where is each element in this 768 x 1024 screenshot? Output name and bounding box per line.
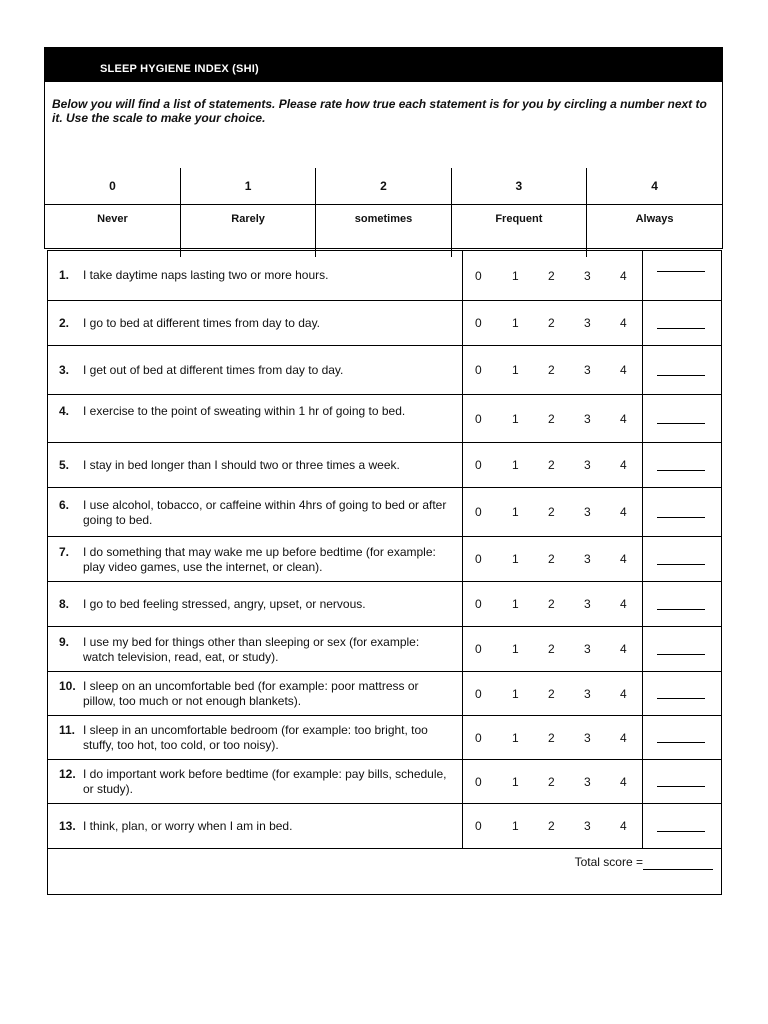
rating-option[interactable]: 2 <box>548 458 555 472</box>
score-cell <box>642 251 722 300</box>
score-blank[interactable] <box>657 831 705 832</box>
score-blank[interactable] <box>657 654 705 655</box>
rating-option[interactable]: 4 <box>620 686 627 701</box>
rating-option[interactable]: 3 <box>584 819 591 833</box>
statement-row <box>48 301 721 346</box>
statement-number: 12. <box>59 767 76 781</box>
scale-value: 4 <box>587 168 722 205</box>
rating-option[interactable]: 0 <box>475 774 482 789</box>
statement-row <box>48 251 721 301</box>
statement-number: 9. <box>59 634 70 649</box>
rating-option[interactable]: 1 <box>512 505 519 519</box>
scale-value: 0 <box>109 179 116 193</box>
score-cell <box>642 627 722 671</box>
rating-option[interactable]: 0 <box>475 597 482 611</box>
statement-text: I take daytime naps lasting two or more hours. <box>83 268 329 282</box>
score-blank[interactable] <box>657 698 705 699</box>
rating-option[interactable]: 3 <box>584 597 591 611</box>
statement-row <box>48 395 721 443</box>
rating-options <box>462 443 642 487</box>
rating-options <box>462 301 642 345</box>
rating-option[interactable]: 3 <box>584 268 591 283</box>
rating-option[interactable]: 4 <box>620 363 627 377</box>
score-blank[interactable] <box>657 609 705 610</box>
statement-number: 8. <box>59 596 70 611</box>
rating-option[interactable]: 0 <box>475 552 482 566</box>
statement-text: I sleep on an uncomfortable bed (for example: poor mattress or pillow, too much or not enough blankets). <box>83 679 419 708</box>
score-cell <box>642 804 722 848</box>
statement-row <box>48 804 721 849</box>
score-blank[interactable] <box>657 564 705 565</box>
rating-options <box>462 672 642 715</box>
statement-number: 4. <box>59 404 70 418</box>
total-score-blank[interactable] <box>643 855 713 870</box>
rating-option[interactable]: 1 <box>512 642 519 656</box>
score-cell <box>642 582 722 626</box>
rating-options <box>462 537 642 581</box>
statement-row <box>48 582 721 627</box>
statement-number: 7. <box>59 544 70 559</box>
score-cell <box>642 537 722 581</box>
rating-option[interactable]: 2 <box>548 316 555 330</box>
rating-option[interactable]: 0 <box>475 316 482 330</box>
rating-option[interactable]: 4 <box>620 730 627 745</box>
statement-text: I use my bed for things other than sleeping or sex (for example: watch television, read, eat, or study). <box>83 634 420 664</box>
form-title: SLEEP HYGIENE INDEX (SHI) <box>100 63 259 75</box>
rating-option[interactable]: 4 <box>620 505 627 519</box>
statement-row <box>48 760 721 804</box>
scale-value: 1 <box>180 168 315 205</box>
rating-option[interactable]: 1 <box>512 686 519 701</box>
rating-option[interactable]: 4 <box>620 316 627 330</box>
rating-option[interactable]: 2 <box>548 642 555 656</box>
statement-row <box>48 488 721 537</box>
rating-option[interactable]: 1 <box>512 819 519 833</box>
statement-text: I think, plan, or worry when I am in bed. <box>83 818 293 833</box>
score-blank[interactable] <box>657 517 705 518</box>
rating-options <box>462 346 642 394</box>
rating-option[interactable]: 1 <box>512 268 519 283</box>
score-cell <box>642 395 722 442</box>
rating-option[interactable]: 2 <box>548 552 555 566</box>
rating-option[interactable]: 0 <box>475 819 482 833</box>
rating-option[interactable]: 3 <box>584 505 591 519</box>
rating-option[interactable]: 4 <box>620 268 627 283</box>
statement-text: I sleep in an uncomfortable bedroom (for example: too bright, too stuffy, too hot, too cold, or too noisy). <box>83 723 428 752</box>
statement-text: I go to bed at different times from day to day. <box>83 315 321 330</box>
rating-scale <box>45 168 722 257</box>
rating-option[interactable]: 4 <box>620 411 627 426</box>
scale-label: Never <box>45 205 180 258</box>
rating-option[interactable]: 1 <box>512 458 519 472</box>
score-blank[interactable] <box>657 423 705 424</box>
rating-option[interactable]: 3 <box>584 552 591 566</box>
rating-option[interactable]: 4 <box>620 774 627 789</box>
rating-option[interactable]: 2 <box>548 686 555 701</box>
rating-option[interactable]: 3 <box>584 730 591 745</box>
score-blank[interactable] <box>657 470 705 471</box>
rating-option[interactable]: 0 <box>475 268 482 283</box>
score-cell <box>642 301 722 345</box>
rating-options <box>462 395 642 442</box>
score-cell <box>642 488 722 536</box>
statement-number: 10. <box>59 679 76 693</box>
score-blank[interactable] <box>657 375 705 376</box>
statement-row <box>48 716 721 760</box>
statement-number: 13. <box>59 818 76 833</box>
rating-option[interactable]: 0 <box>475 458 482 472</box>
rating-options <box>462 627 642 671</box>
rating-option[interactable]: 0 <box>475 411 482 426</box>
score-cell <box>642 443 722 487</box>
rating-options <box>462 716 642 759</box>
rating-option[interactable]: 3 <box>584 774 591 789</box>
score-cell <box>642 760 722 803</box>
scale-value: 3 <box>451 168 586 205</box>
rating-option[interactable]: 4 <box>620 642 627 656</box>
rating-option[interactable]: 1 <box>512 597 519 611</box>
total-score-label: Total score = <box>574 855 643 869</box>
rating-option[interactable]: 4 <box>620 552 627 566</box>
score-blank[interactable] <box>657 271 705 272</box>
statement-row <box>48 537 721 582</box>
rating-option[interactable]: 1 <box>512 316 519 330</box>
rating-option[interactable]: 2 <box>548 774 555 789</box>
statement-number: 6. <box>59 497 70 512</box>
rating-option[interactable]: 2 <box>548 363 555 377</box>
rating-option[interactable]: 0 <box>475 686 482 701</box>
rating-options <box>462 804 642 848</box>
statement-row <box>48 672 721 716</box>
statement-text: I do something that may wake me up before bedtime (for example: play video games, use the internet, or clean). <box>83 544 436 574</box>
rating-option[interactable]: 2 <box>548 411 555 426</box>
rating-option[interactable]: 2 <box>548 268 555 283</box>
rating-option[interactable]: 1 <box>512 774 519 789</box>
statement-text: I stay in bed longer than I should two or three times a week. <box>83 457 400 472</box>
statement-number: 11. <box>59 723 76 737</box>
score-cell <box>642 716 722 759</box>
rating-option[interactable]: 4 <box>620 597 627 611</box>
rating-option[interactable]: 2 <box>548 505 555 519</box>
header-box <box>44 47 723 249</box>
statement-text: I go to bed feeling stressed, angry, upset, or nervous. <box>83 596 366 611</box>
rating-option[interactable]: 3 <box>584 458 591 472</box>
rating-option[interactable]: 1 <box>512 363 519 377</box>
rating-option[interactable]: 0 <box>475 363 482 377</box>
rating-option[interactable]: 3 <box>584 411 591 426</box>
rating-option[interactable]: 4 <box>620 819 627 833</box>
statement-text: I use alcohol, tobacco, or caffeine within 4hrs of going to bed or after going to bed. <box>83 497 447 527</box>
rating-option[interactable]: 3 <box>584 316 591 330</box>
title-bar <box>45 48 722 82</box>
rating-options <box>462 488 642 536</box>
scale-label: Frequent <box>451 205 586 258</box>
statement-number: 3. <box>59 362 70 377</box>
rating-option[interactable]: 0 <box>475 642 482 656</box>
score-blank[interactable] <box>657 786 705 787</box>
rating-option[interactable]: 2 <box>548 730 555 745</box>
rating-options <box>462 251 642 300</box>
rating-option[interactable]: 2 <box>548 819 555 833</box>
rating-options <box>462 760 642 803</box>
score-blank[interactable] <box>657 328 705 329</box>
statement-row <box>48 443 721 488</box>
score-blank[interactable] <box>657 742 705 743</box>
scale-value: 2 <box>316 168 451 205</box>
statement-number: 1. <box>59 268 70 282</box>
rating-option[interactable]: 3 <box>584 686 591 701</box>
statement-row <box>48 627 721 672</box>
rating-option[interactable]: 1 <box>512 552 519 566</box>
statement-text: I exercise to the point of sweating within 1 hr of going to bed. <box>83 404 406 418</box>
rating-option[interactable]: 4 <box>620 458 627 472</box>
statement-row <box>48 346 721 395</box>
statement-text: I do important work before bedtime (for example: pay bills, schedule, or study). <box>83 767 447 796</box>
scale-label: Always <box>587 205 722 258</box>
rating-option[interactable]: 3 <box>584 642 591 656</box>
statement-table <box>47 250 722 895</box>
rating-option[interactable]: 0 <box>475 505 482 519</box>
rating-options <box>462 582 642 626</box>
instructions: Below you will find a list of statements. Please rate how true each statement is for you by circling a number next to it. Use the scale to make your choice. <box>52 97 707 125</box>
rating-option[interactable]: 1 <box>512 411 519 426</box>
total-score[interactable] <box>575 855 713 870</box>
score-cell <box>642 346 722 394</box>
rating-option[interactable]: 0 <box>475 730 482 745</box>
statement-number: 5. <box>59 457 70 472</box>
statement-number: 2. <box>59 315 70 330</box>
statement-text: I get out of bed at different times from day to day. <box>83 362 344 377</box>
scale-label: Rarely <box>180 205 315 258</box>
rating-option[interactable]: 1 <box>512 730 519 745</box>
score-cell <box>642 672 722 715</box>
rating-option[interactable]: 3 <box>584 363 591 377</box>
scale-label: sometimes <box>316 205 451 258</box>
rating-option[interactable]: 2 <box>548 597 555 611</box>
